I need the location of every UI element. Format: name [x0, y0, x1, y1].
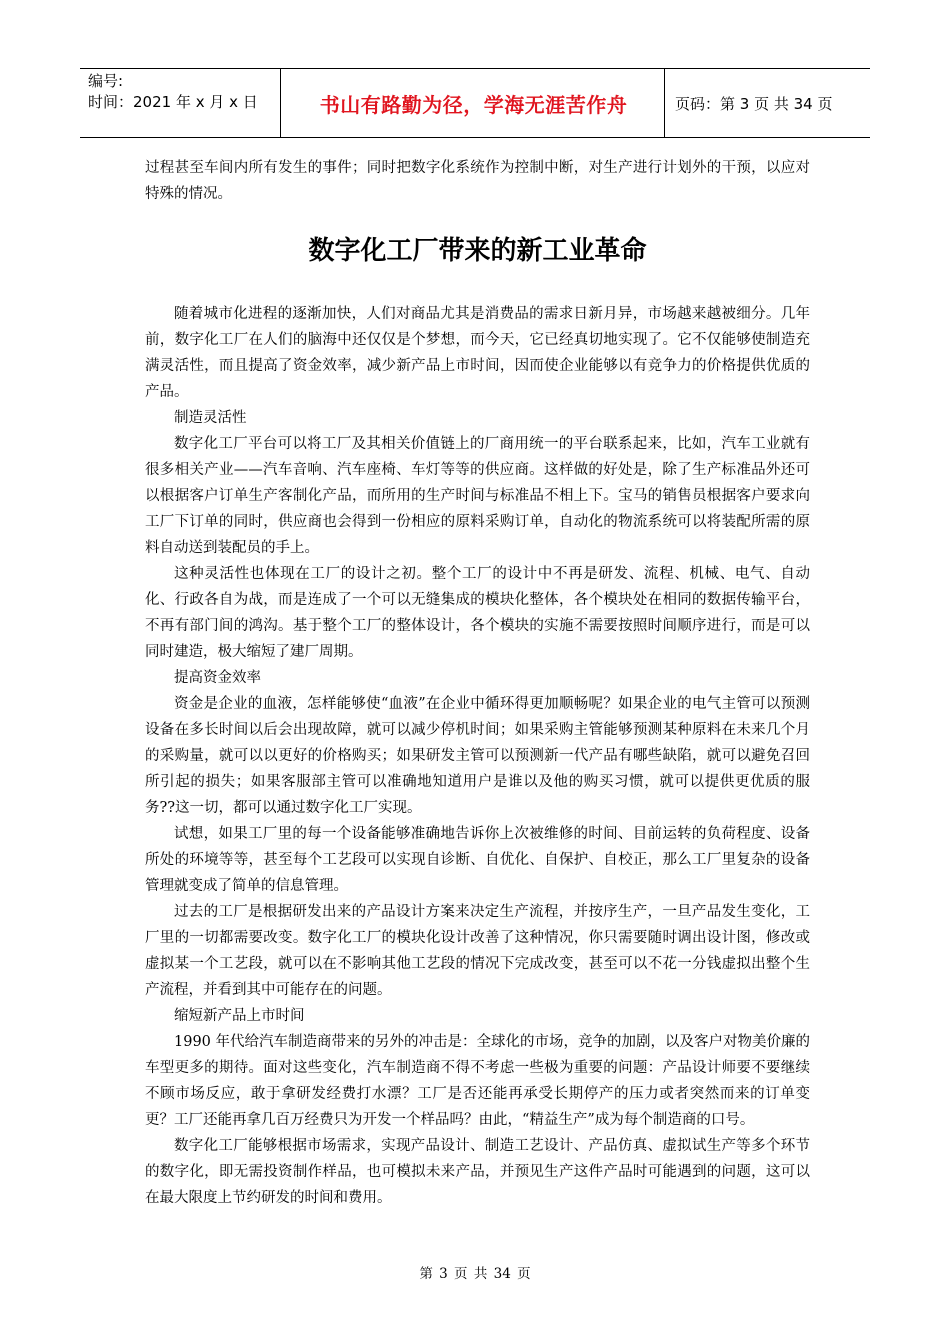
- intro-paragraph: 过程甚至车间内所有发生的事件；同时把数字化系统作为控制中断，对生产进行计划外的干预，以应对特殊的情况。: [145, 160, 810, 202]
- section-heading: 缩短新产品上市时间: [174, 1008, 305, 1024]
- header-motto: 书山有路勤为径，学海无涯苦作舟: [319, 92, 628, 117]
- document-body: [145, 155, 810, 1211]
- section-heading: 制造灵活性: [174, 410, 247, 426]
- header-page-info: 页码：第 3 页 共 34 页: [675, 94, 833, 113]
- paragraph: 试想，如果工厂里的每一个设备能够准确地告诉你上次被维修的时间、目前运转的负荷程度、设备所处的环境等等，甚至每个工艺段可以实现自诊断、自优化、自保护、自校正，那么工厂里复杂的设备管理就变成了简单的信息管理。: [145, 826, 810, 894]
- header-meta: [88, 71, 278, 113]
- page-footer: 第 3 页 共 34 页: [419, 1266, 531, 1282]
- paragraph: 数字化工厂平台可以将工厂及其相关价值链上的厂商用统一的平台联系起来，比如，汽车工业就有很多相关产业——汽车音响、汽车座椅、车灯等等的供应商。这样做的好处是，除了生产标准品外还可以根据客户订单生产客制化产品，而所用的生产时间与标准品不相上下。宝马的销售员根据客户要求向工厂下订单的同时，供应商也会得到一份相应的原料采购订单，自动化的物流系统可以将装配所需的原料自动送到装配员的手上。: [145, 436, 810, 556]
- paragraph: 过去的工厂是根据研发出来的产品设计方案来决定生产流程，并按序生产，一旦产品发生变化，工厂里的一切都需要改变。数字化工厂的模块化设计改善了这种情况，你只需要随时调出设计图，修改或虚拟某一个工艺段，就可以在不影响其他工艺段的情况下完成改变，甚至可以不花一分钱虚拟出整个生产流程，并看到其中可能存在的问题。: [145, 904, 810, 998]
- document-header: [80, 68, 870, 138]
- header-divider: [280, 69, 281, 137]
- document-date: 时间：2021 年 x 月 x 日: [88, 93, 258, 111]
- paragraph: 随着城市化进程的逐渐加快，人们对商品尤其是消费品的需求日新月异，市场越来越被细分。几年前，数字化工厂在人们的脑海中还仅仅是个梦想，而今天，它已经真切地实现了。它不仅能够使制造充满灵活性，而且提高了资金效率，减少新产品上市时间，因而使企业能够以有竞争力的价格提供优质的产品。: [145, 306, 810, 400]
- article-title: 数字化工厂带来的新工业革命: [308, 236, 647, 266]
- paragraph: 这种灵活性也体现在工厂的设计之初。整个工厂的设计中不再是研发、流程、机械、电气、自动化、行政各自为战，而是连成了一个可以无缝集成的模块化整体，各个模块处在相同的数据传输平台，不再有部门间的鸿沟。基于整个工厂的整体设计，各个模块的实施不需要按照时间顺序进行，而是可以同时建造，极大缩短了建厂周期。: [145, 566, 810, 660]
- section-heading: 提高资金效率: [174, 670, 261, 686]
- paragraph: 资金是企业的血液，怎样能够使“血液”在企业中循环得更加顺畅呢？如果企业的电气主管可以预测设备在多长时间以后会出现故障，就可以减少停机时间；如果采购主管能够预测某种原料在未来几个月的采购量，就可以以更好的价格购买；如果研发主管可以预测新一代产品有哪些缺陷，就可以避免召回所引起的损失；如果客服部主管可以准确地知道用户是谁以及他的购买习惯，就可以提供更优质的服务??这一切，都可以通过数字化工厂实现。: [145, 696, 810, 816]
- paragraph: 数字化工厂能够根据市场需求，实现产品设计、制造工艺设计、产品仿真、虚拟试生产等多个环节的数字化，即无需投资制作样品，也可模拟未来产品，并预见生产这件产品时可能遇到的问题，这可以在最大限度上节约研发的时间和费用。: [145, 1138, 810, 1206]
- document-number-label: 编号:: [88, 72, 124, 90]
- paragraph: 1990 年代给汽车制造商带来的另外的冲击是：全球化的市场，竞争的加剧，以及客户对物美价廉的车型更多的期待。面对这些变化，汽车制造商不得不考虑一些极为重要的问题：产品设计师要不要继续不顾市场反应，敢于拿研发经费打水漂？工厂是否还能再承受长期停产的压力或者突然而来的订单变更？工厂还能再拿几百万经费只为开发一个样品吗？由此，“精益生产”成为每个制造商的口号。: [145, 1034, 811, 1128]
